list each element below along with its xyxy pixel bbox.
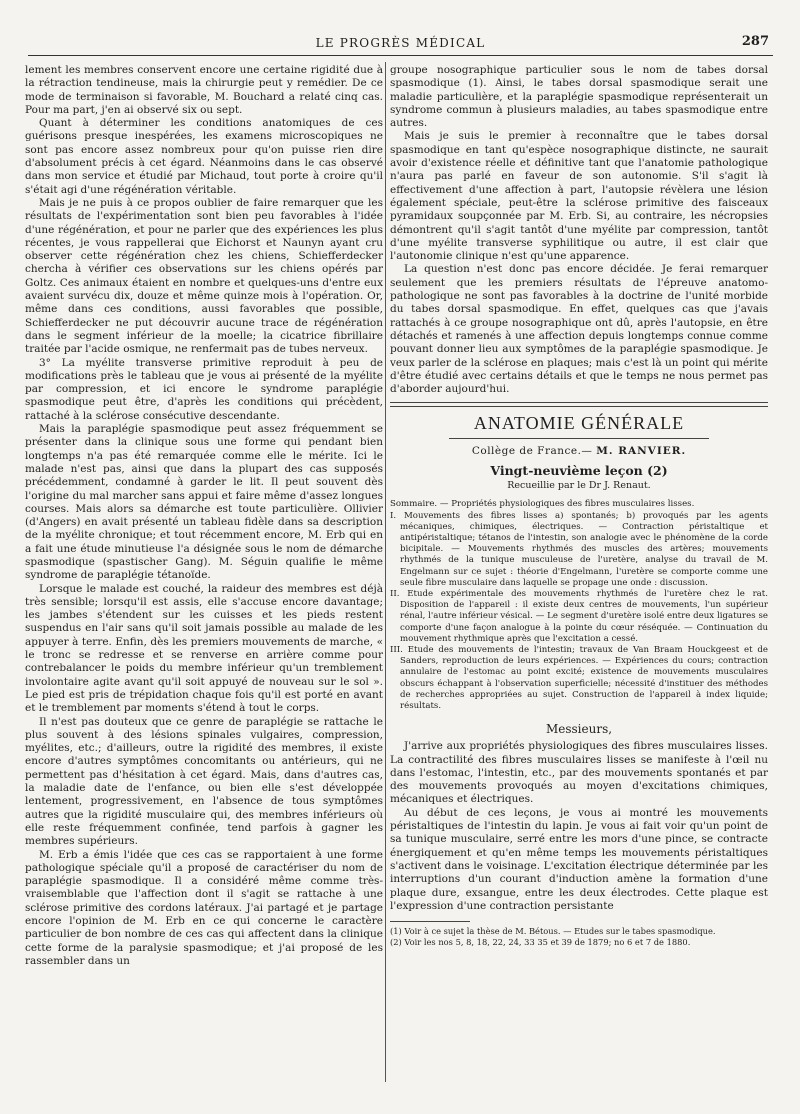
paragraph: 3° La myélite transverse primitive reproduit à peu de modifications près le tableau que je vous ai présenté de la myélite par compression, et ici encore le syndrome paraplégie spasmodique peut être, d'après les conditions qui précèdent, rattaché à la sclérose consécutive descendante. [25, 356, 383, 422]
college-name: Collège de France.— [471, 445, 597, 458]
lesson-summary [390, 499, 768, 712]
right-column [390, 64, 768, 1088]
paragraph: Mais je suis le premier à reconnaître que le tabes dorsal spasmodique en tant qu'espèce nosographique distincte, ne saurait avoir d'existence réelle et définitive tant que l'anatomie pathologique n'aura pas parlé en faveur de son autonomie. S'il s'agit là effectivement d'une affection à part, l'autopsie révèlera une lésion également spéciale, peut-être la sclérose primitive des faisceaux pyramidaux soupçonnée par M. Erb. Si, au contraire, les nécropsies démontrent qu'il s'agit tantôt d'une myélite par compression, tantôt d'une myélite transverse syphilitique ou autre, il est clair que l'autonomie clinique n'est qu'une apparence. [390, 130, 768, 263]
paragraph: La question n'est donc pas encore décidée. Je ferai remarquer seulement que les premiers résultats de l'épreuve anatomo-pathologique ne sont pas favorables à la doctrine de l'unité morbide du tabes dorsal spasmodique. En effet, quelques cas que j'avais rattachés à ce groupe nosographique ont dû, après l'autopsie, en être détachés et ramenés à une affection depuis longtemps connue comme pouvant donner lieu aux symptômes de la paraplégie spasmodique. Je veux parler de la sclérose en plaques; mais c'est là un point qui mérite d'être étudié avec certains détails et que le temps ne nous permet pas d'aborder aujourd'hui. [390, 263, 768, 396]
paragraph: J'arrive aux propriétés physiologiques des fibres musculaires lisses. La contractilité des fibres musculaires lisses se manifeste à l'œil nu dans l'estomac, l'intestin, etc., par des mouvements spontanés et par des mouvements provoqués au moyen d'excitations chimiques, mécaniques et électriques. [390, 740, 768, 806]
page-number: 287 [741, 34, 769, 49]
paragraph: groupe nosographique particulier sous le nom de tabes dorsal spasmodique (1). Ainsi, le tabes dorsal spasmodique serait une maladie particulière, et la paraplégie spasmodique représenterait un syndrome commun à plusieurs maladies, au tabes spasmodique entre autres. [390, 64, 768, 130]
summary-item: III. Etude des mouvements de l'intestin; travaux de Van Braam Houckgeest et de Sanders, reproduction de leurs expériences. — Expériences du cours; contraction annulaire de l'estomac au point excité; existence de mouvements musculaires obscurs échappant à l'observation superficielle; nécessité d'instituer des méthodes de recherches appropriées au sujet. Construction de l'appareil à index liquide; résultats. [390, 645, 768, 712]
paragraph: Au début de ces leçons, je vous ai montré les mouvements péristaltiques de l'intestin du lapin. Je vous ai fait voir qu'un point de sa tunique musculaire, serré entre les mors d'une pince, se contracte énergiquement et qu'en même temps les mouvements péristaltiques s'activent dans le voisinage. L'excitation électrique déterminée par les interruptions d'un courant d'induction amène la formation d'une plaque dure, exsangue, entre les deux électrodes. Cette plaque est l'expression d'une contraction persistante [390, 806, 768, 912]
lesson-title: Vingt-neuvième leçon (2) [490, 463, 668, 479]
left-column [25, 64, 383, 1088]
footnote-rule [390, 921, 470, 922]
paragraph: Il n'est pas douteux que ce genre de paraplégie se rattache le plus souvent à des lésions spinales vulgaires, compression, myélites, etc.; d'ailleurs, outre la rigidité des membres, il existe encore d'autres symptômes concomitants ou antérieurs, qui ne permettent pas d'hésitation à cet égard. Mais, dans d'autres cas, la maladie date de l'enfance, ou bien elle s'est développée lentement, progressivement, en l'absence de tous symptômes autres que la rigidité musculaire qui, des membres inférieurs où elle reste fréquemment confinée, tend parfois à gagner les membres supérieurs. [25, 715, 383, 848]
footnotes [390, 926, 768, 948]
summary-heading: Sommaire. — Propriétés physiologiques des fibres musculaires lisses. [390, 499, 695, 510]
paragraph: Quant à déterminer les conditions anatomiques de ces guérisons presque inespérées, les examens microscopiques ne sont pas encore assez nombreux pour qu'on puisse rien dire d'absolument précis à cet égard. Néanmoins dans le cas observé dans mon service et étudié par Michaud, tout porte à croire qu'il s'était agi d'une régénération véritable. [25, 117, 383, 196]
college-line [390, 445, 768, 457]
professor-name: M. RANVIER. [596, 445, 687, 458]
column-divider [385, 62, 386, 1082]
title-underline [449, 438, 709, 439]
journal-title: LE PROGRÈS MÉDICAL [315, 36, 486, 50]
paragraph: Mais la paraplégie spasmodique peut assez fréquemment se présenter dans la clinique sous une forme qui pendant bien longtemps n'a pas été remarquée comme elle le mérite. Ici le malade n'est pas, ainsi que dans la plupart des cas supposés précédemment, condamné à garder le lit. Il peut souvent dès l'origine du mal marcher sans appui et faire même d'assez longues courses. Mais alors sa démarche est toute particulière. Ollivier (d'Angers) en avait présenté un tableau fidèle dans sa description de la myélite chronique; et tout récemment encore, M. Erb qui en a fait une étude minutieuse l'a désignée sous le nom de démarche spasmodique (spastischer Gang). M. Séguin qualifie le même syndrome de paraplégie tétanoïde. [25, 423, 383, 582]
footnote: (1) Voir à ce sujet la thèse de M. Bétous. — Etudes sur le tabes spasmodique. [390, 926, 716, 937]
summary-item: I. Mouvements des fibres lisses a) spontanés; b) provoqués par les agents mécaniques, chimiques, électriques. — Contraction péristaltique et antipéristaltique; tétanos de l'intestin, son analogie avec le phénomène de la corde bicipitale. — Mouvements rhythmés des muscles des artères; mouvements rhythmés de la tunique musculeuse de l'uretère, analyse du travail de M. Engelmann sur ce sujet : théorie d'Engelmann, l'uretère se comporte comme une seule fibre musculaire dans laquelle se propage une onde : discussion. [390, 510, 768, 588]
header-rule [28, 55, 773, 56]
recorder-line: Recueillie par le Dr J. Renaut. [507, 480, 651, 492]
section-title: ANATOMIE GÉNÉRALE [473, 413, 685, 434]
paragraph: Lorsque le malade est couché, la raideur des membres est déjà très sensible; lorsqu'il est assis, elle s'accuse encore davantage; les jambes s'étendent sur les cuisses et les pieds restent suspendus en l'air sans qu'il soit jamais possible au malade de les appuyer à terre. Enfin, dès les premiers mouvements de marche, « le tronc se redresse et se renverse en arrière comme pour contrebalancer le poids du membre inférieur qu'un tremblement involontaire agite avant qu'il soit appuyé de nouveau sur le sol ». Le pied est pris de trépidation chaque fois qu'il est porté en avant et le tremblement par moments s'étend à tout le corps. [25, 582, 383, 715]
paragraph: M. Erb a émis l'idée que ces cas se rapportaient à une forme pathologique spéciale qu'il a proposé de caractériser du nom de paraplégie spasmodique. Il a considéré même comme très-vraisemblable que l'affection dont il s'agit se rattache à une sclérose primitive des cordons latéraux. J'ai partagé et je partage encore l'opinion de M. Erb en ce qui concerne le caractère particulier de bon nombre de ces cas qui affectent dans la clinique cette forme de la paralysie spasmodique; et j'ai proposé de les rassembler dans un [25, 848, 383, 967]
section-separator [390, 402, 768, 407]
paragraph: lement les membres conservent encore une certaine rigidité due à la rétraction tendineuse, mais la chirurgie peut y remédier. De ce mode de terminaison si favorable, M. Bouchard a relaté cinq cas. Pour ma part, j'en ai observé six ou sept. [25, 64, 383, 116]
footnote: (2) Voir les nos 5, 8, 18, 22, 24, 33 35 et 39 de 1879; no 6 et 7 de 1880. [390, 937, 691, 948]
paragraph: Mais je ne puis à ce propos oublier de faire remarquer que les résultats de l'expérimentation sont bien peu favorables à l'idée d'une régénération, et pour ne parler que des expériences les plus récentes, je vous rappellerai que Eichorst et Naunyn ayant cru observer cette régénération chez les chiens, Schiefferdecker chercha à vérifier ces observations sur les chiens opérés par Goltz. Ces animaux étaient en nombre et quelques-uns d'entre eux avaient survécu dix, douze et même quinze mois à l'opération. Or, même dans ces conditions, aussi favorables que possible, Schiefferdecker ne put découvrir aucune trace de régénération dans le segment inférieur de la moelle; la cicatrice fibrillaire traitée par l'acide osmique, ne renfermait pas de tubes nerveux. [25, 196, 383, 356]
summary-item: II. Etude expérimentale des mouvements rhythmés de l'uretère chez le rat. Disposition de l'appareil : il existe deux centres de mouvements, l'un supérieur rénal, l'autre inférieur vésical. — Le segment d'uretère isolé entre deux ligatures se comporte d'une façon analogue à la pointe du cœur réséquée. — Continuation du mouvement rhythmique après que l'excitation a cessé. [390, 589, 768, 644]
page-header [28, 34, 773, 52]
salutation: Messieurs, [545, 722, 613, 737]
